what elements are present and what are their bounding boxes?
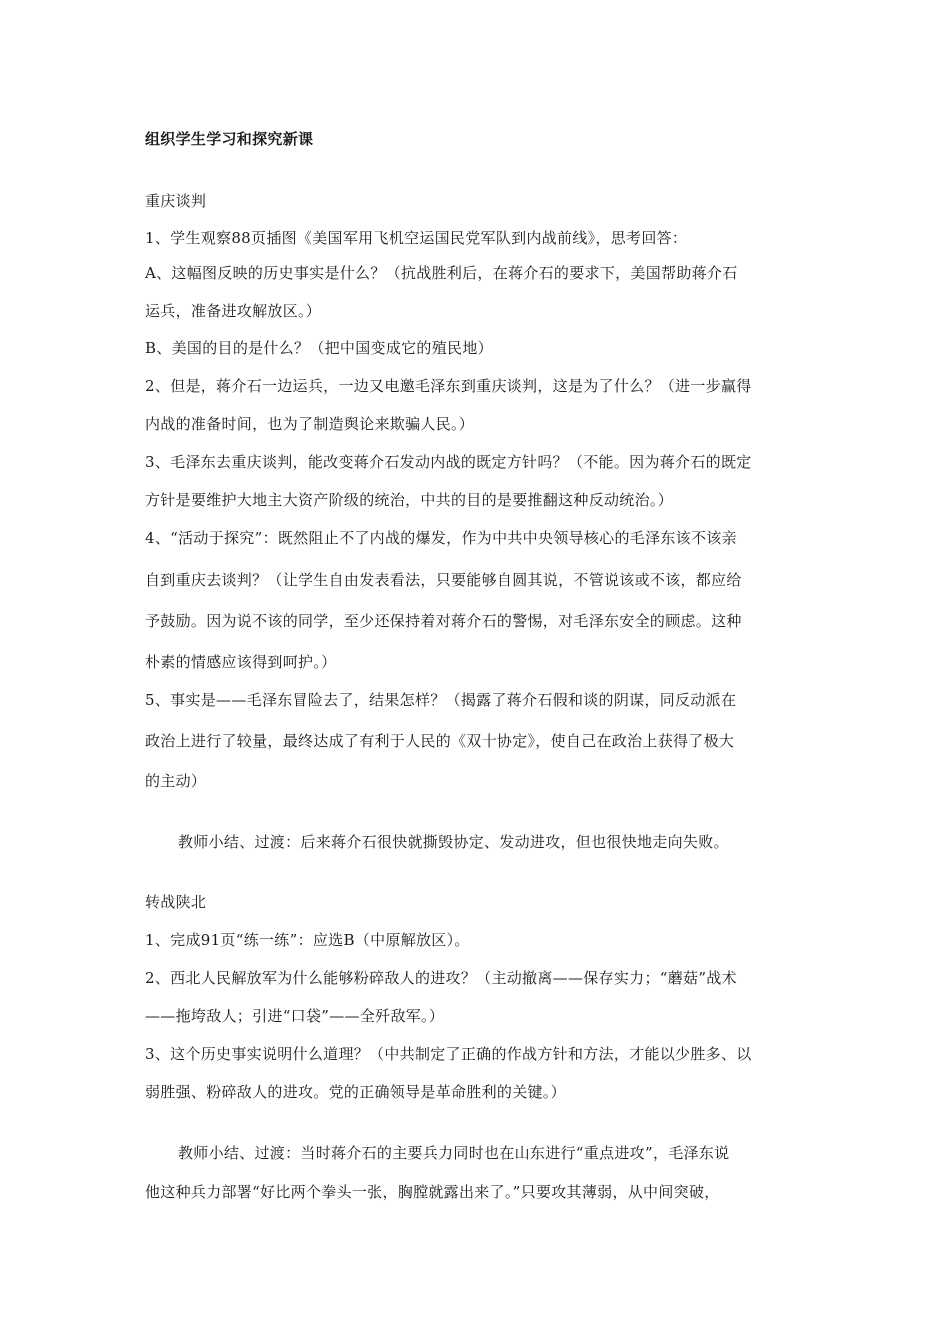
paragraph-line: 2、但是，蒋介石一边运兵，一边又电邀毛泽东到重庆谈判，这是为了什么？（进一步赢得 bbox=[145, 377, 752, 395]
paragraph-line: 3、这个历史事实说明什么道理？（中共制定了正确的作战方针和方法，才能以少胜多、以 bbox=[145, 1045, 752, 1063]
paragraph-line: 朴素的情感应该得到呵护。） bbox=[145, 653, 337, 671]
paragraph-line: 4、“活动于探究”：既然阻止不了内战的爆发，作为中共中央领导核心的毛泽东该不该亲 bbox=[145, 529, 737, 547]
paragraph-line: 1、完成91页“练一练”：应选B（中原解放区）。 bbox=[145, 931, 470, 949]
paragraph-line: 1、学生观察88页插图《美国军用飞机空运国民党军队到内战前线》，思考回答： bbox=[145, 229, 688, 247]
paragraph-line: 自到重庆去谈判？（让学生自由发表看法，只要能够自圆其说，不管说该或不该，都应给 bbox=[145, 571, 742, 589]
paragraph-line: A、这幅图反映的历史事实是什么？（抗战胜利后，在蒋介石的要求下，美国帮助蒋介石 bbox=[145, 264, 738, 282]
paragraph-line: B、美国的目的是什么？（把中国变成它的殖民地） bbox=[145, 339, 493, 357]
teacher-summary: 教师小结、过渡：当时蒋介石的主要兵力同时也在山东进行“重点进攻”，毛泽东说 bbox=[178, 1144, 730, 1162]
paragraph-line: 政治上进行了较量，最终达成了有利于人民的《双十协定》，使自己在政治上获得了极大 bbox=[145, 732, 735, 750]
paragraph-line: ——拖垮敌人；引进“口袋”——全歼敌军。） bbox=[145, 1007, 445, 1025]
paragraph-line: 予鼓励。因为说不该的同学，至少还保持着对蒋介石的警惕，对毛泽东安全的顾虑。这种 bbox=[145, 612, 742, 630]
page-heading: 组织学生学习和探究新课 bbox=[145, 130, 314, 148]
paragraph-line: 的主动） bbox=[145, 772, 207, 790]
paragraph-line: 方针是要维护大地主大资产阶级的统治，中共的目的是要推翻这种反动统治。） bbox=[145, 491, 674, 509]
section-title-shaanbei: 转战陕北 bbox=[145, 893, 207, 911]
paragraph-line: 他这种兵力部署“好比两个拳头一张，胸膛就露出来了。”只要攻其薄弱，从中间突破， bbox=[145, 1183, 720, 1201]
paragraph-line: 弱胜强、粉碎敌人的进攻。党的正确领导是革命胜利的关键。） bbox=[145, 1083, 566, 1101]
paragraph-line: 内战的准备时间，也为了制造舆论来欺骗人民。） bbox=[145, 415, 475, 433]
paragraph-line: 3、毛泽东去重庆谈判，能改变蒋介石发动内战的既定方针吗？（不能。因为蒋介石的既定 bbox=[145, 453, 752, 471]
teacher-summary: 教师小结、过渡：后来蒋介石很快就撕毁协定、发动进攻，但也很快地走向失败。 bbox=[178, 833, 729, 851]
paragraph-line: 运兵，准备进攻解放区。） bbox=[145, 302, 322, 320]
section-title-chongqing: 重庆谈判 bbox=[145, 192, 207, 210]
paragraph-line: 2、西北人民解放军为什么能够粉碎敌人的进攻？（主动撤离——保存实力；“蘑菇”战术 bbox=[145, 969, 737, 987]
paragraph-line: 5、事实是——毛泽东冒险去了，结果怎样？（揭露了蒋介石假和谈的阴谋，同反动派在 bbox=[145, 691, 737, 709]
